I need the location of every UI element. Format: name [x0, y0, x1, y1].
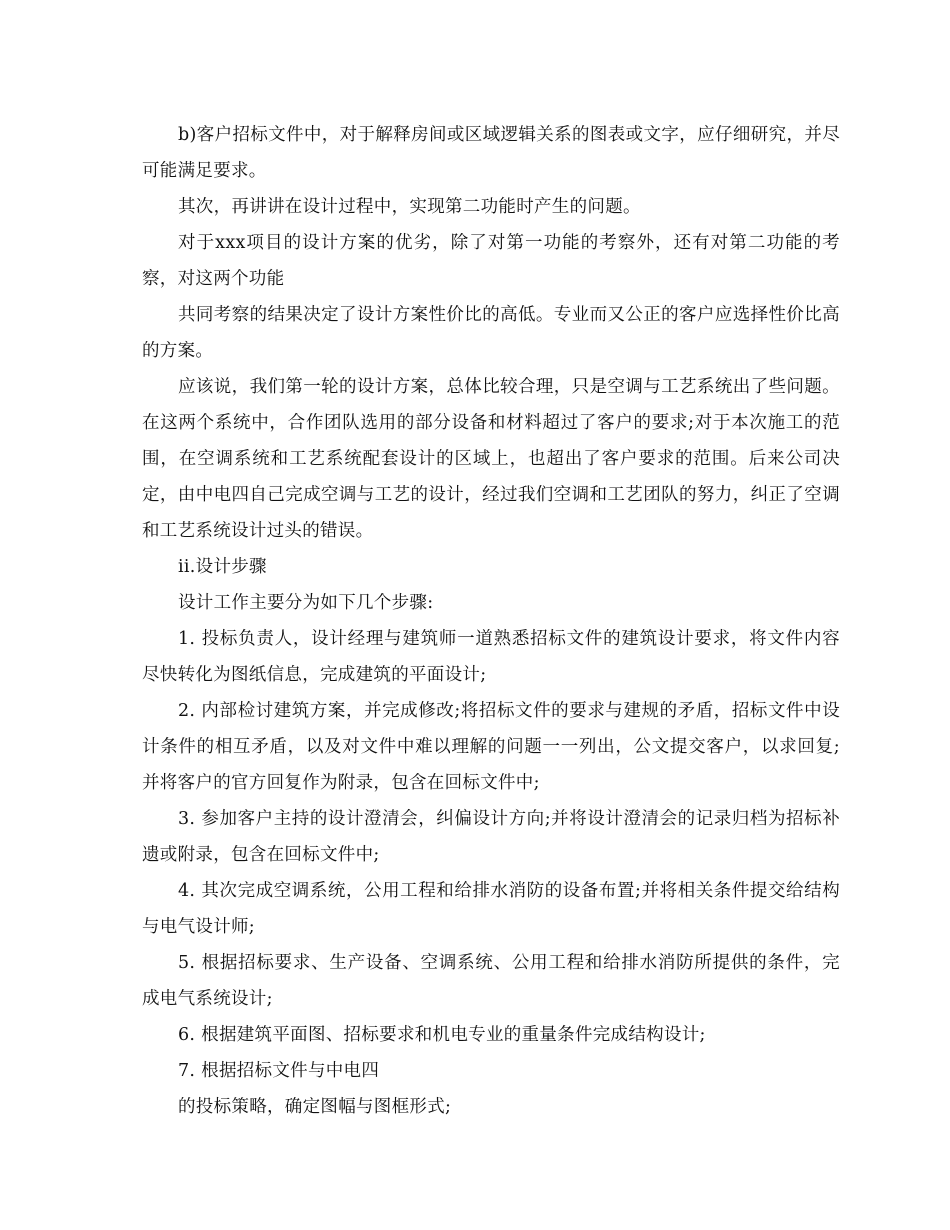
- paragraph-4: 共同考察的结果决定了设计方案性价比的高低。专业而又公正的客户应选择性价比高的方案。: [142, 305, 840, 361]
- paragraph-3: 对于xxx项目的设计方案的优劣，除了对第一功能的考察外，还有对第二功能的考察，对这两个功能: [142, 233, 840, 289]
- list-item-step-7-continued: 的投标策略，确定图幅与图框形式;: [178, 1097, 452, 1117]
- list-item-step-5: 5. 根据招标要求、生产设备、空调系统、公用工程和给排水消防所提供的条件，完成电气系统设计;: [142, 953, 840, 1009]
- list-item-step-6: 6. 根据建筑平面图、招标要求和机电专业的重量条件完成结构设计;: [178, 1025, 706, 1045]
- paragraph-1: b)客户招标文件中，对于解释房间或区域逻辑关系的图表或文字，应仔细研究，并尽可能满足要求。: [142, 125, 840, 181]
- paragraph-steps-intro: 设计工作主要分为如下几个步骤:: [178, 593, 434, 613]
- paragraph-5: 应该说，我们第一轮的设计方案，总体比较合理，只是空调与工艺系统出了些问题。在这两个系统中，合作团队选用的部分设备和材料超过了客户的要求;对于本次施工的范围，在空调系统和工艺系统配套设计的区域上，也超出了客户要求的范围。后来公司决定，由中电四自己完成空调与工艺的设计，经过我们空调和工艺团队的努力，纠正了空调和工艺系统设计过头的错误。: [142, 377, 840, 541]
- list-item-step-3: 3. 参加客户主持的设计澄清会，纠偏设计方向;并将设计澄清会的记录归档为招标补遗或附录，包含在回标文件中;: [142, 809, 840, 865]
- list-item-step-7: 7. 根据招标文件与中电四: [178, 1061, 380, 1081]
- paragraph-2: 其次，再讲讲在设计过程中，实现第二功能时产生的问题。: [178, 197, 641, 217]
- list-item-step-2: 2. 内部检讨建筑方案，并完成修改;将招标文件的要求与建规的矛盾，招标文件中设计条件的相互矛盾，以及对文件中难以理解的问题一一列出，公文提交客户，以求回复;并将客户的官方回复作为附录，包含在回标文件中;: [142, 701, 840, 793]
- list-item-step-1: 1. 投标负责人，设计经理与建筑师一道熟悉招标文件的建筑设计要求，将文件内容尽快转化为图纸信息，完成建筑的平面设计;: [142, 629, 840, 685]
- list-item-step-4: 4. 其次完成空调系统，公用工程和给排水消防的设备布置;并将相关条件提交给结构与电气设计师;: [142, 881, 840, 937]
- section-heading-design-steps: ii.设计步骤: [178, 557, 267, 577]
